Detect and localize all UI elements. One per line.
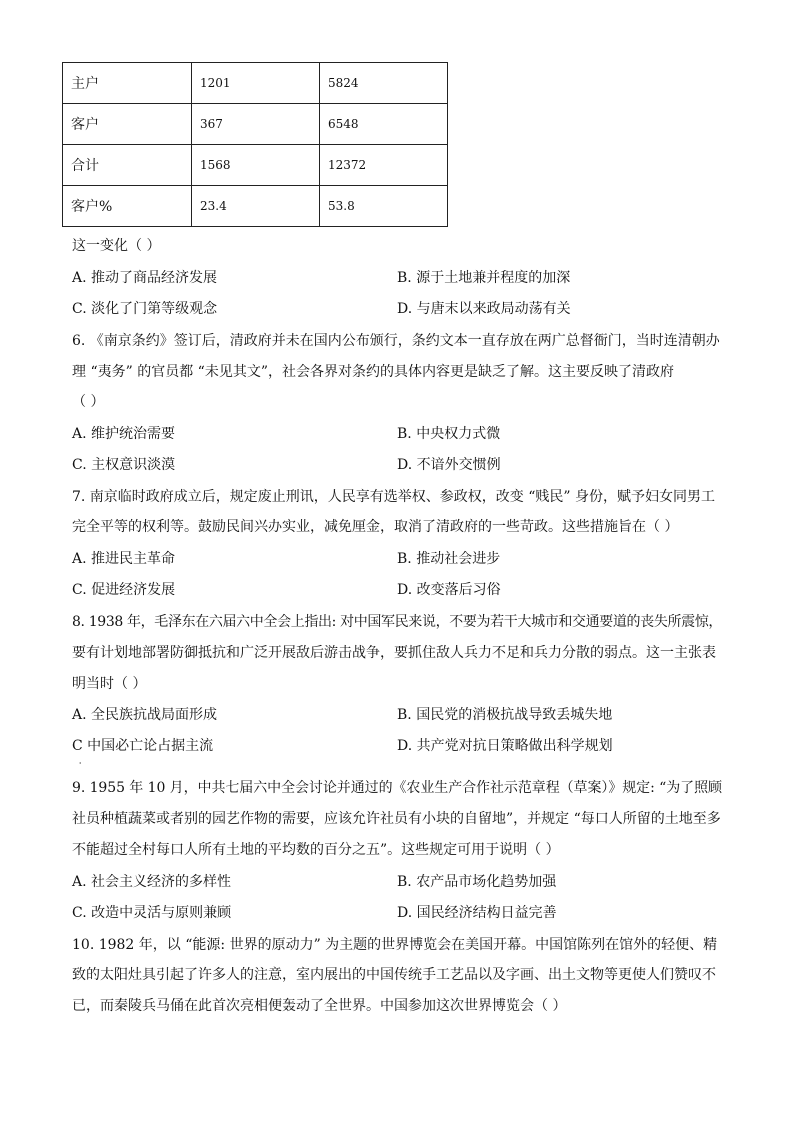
- q7-option-a: A. 推进民主革命: [72, 551, 176, 567]
- table-cell: 1568: [192, 145, 320, 186]
- question-9-line-1: 9. 1955 年 10 月，中共七届六中全会讨论并通过的《农业生产合作社示范章程（草案）》规定: “为了照顾: [72, 780, 722, 796]
- question-8-line-3: 明当时（ ）: [72, 676, 147, 692]
- q8-option-b: B. 国民党的消极抗战导致丢城失地: [397, 707, 613, 723]
- table-cell: 客户%: [63, 186, 192, 227]
- q6-option-c: C. 主权意识淡漠: [72, 457, 176, 473]
- table-row: [63, 63, 448, 104]
- table-cell: 6548: [320, 104, 448, 145]
- q5-option-c: C. 淡化了门第等级观念: [72, 301, 218, 317]
- q5-option-d: D. 与唐末以来政局动荡有关: [397, 301, 571, 317]
- q5-option-b: B. 源于土地兼并程度的加深: [397, 270, 571, 286]
- table-row: [63, 186, 448, 227]
- q9-option-c: C. 改造中灵活与原则兼顾: [72, 905, 232, 921]
- question-5-stem: 这一变化（ ）: [72, 238, 161, 254]
- question-6-line-3: （ ）: [72, 394, 105, 410]
- question-8-line-2: 要有计划地部署防御抵抗和广泛开展敌后游击战争，要抓住敌人兵力不足和兵力分散的弱点。这一主张表: [72, 645, 716, 661]
- table-cell: 12372: [320, 145, 448, 186]
- table-cell: 367: [192, 104, 320, 145]
- question-6-line-2: 理 “夷务” 的官员都 “未见其文”，社会各界对条约的具体内容更是缺乏了解。这主要反映了清政府: [72, 364, 674, 380]
- q8-option-c: C 中国必亡论占据主流: [72, 738, 214, 754]
- q9-option-a: A. 社会主义经济的多样性: [72, 874, 232, 890]
- data-table: [62, 62, 448, 227]
- table-row: [63, 145, 448, 186]
- table-cell: 5824: [320, 63, 448, 104]
- table-cell: 合计: [63, 145, 192, 186]
- q8-option-d: D. 共产党对抗日策略做出科学规划: [397, 738, 613, 754]
- q9-option-d: D. 国民经济结构日益完善: [397, 905, 557, 921]
- q7-option-b: B. 推动社会进步: [397, 551, 501, 567]
- table-cell: 主户: [63, 63, 192, 104]
- table-cell: 客户: [63, 104, 192, 145]
- q8-option-a: A. 全民族抗战局面形成: [72, 707, 218, 723]
- q6-option-d: D. 不谙外交惯例: [397, 457, 501, 473]
- question-10-line-1: 10. 1982 年，以 “能源: 世界的原动力” 为主题的世界博览会在美国开幕。中国馆陈列在馆外的轻便、精: [72, 937, 718, 953]
- table-cell: 23.4: [192, 186, 320, 227]
- stray-mark: ˌ: [79, 756, 82, 765]
- question-9-line-3: 不能超过全村每口人所有土地的平均数的百分之五”。这些规定可用于说明（ ）: [72, 842, 560, 858]
- table-cell: 53.8: [320, 186, 448, 227]
- question-8-line-1: 8. 1938 年，毛泽东在六届六中全会上指出: 对中国军民来说，不要为若干大城市和交通要道的丧失所震惊，: [72, 614, 723, 630]
- table-row: [63, 104, 448, 145]
- question-6-line-1: 6. 《南京条约》签订后，清政府并未在国内公布颁行，条约文本一直存放在两广总督衙门，当时连清朝办: [72, 333, 720, 349]
- question-10-line-2: 致的太阳灶具引起了许多人的注意，室内展出的中国传统手工艺品以及字画、出土文物等更使人们赞叹不: [72, 967, 716, 983]
- q7-option-c: C. 促进经济发展: [72, 582, 176, 598]
- question-10-line-3: 已，而秦陵兵马俑在此首次亮相便轰动了全世界。中国参加这次世界博览会（ ）: [72, 998, 567, 1014]
- q5-option-a: A. 推动了商品经济发展: [72, 270, 218, 286]
- question-7-line-1: 7. 南京临时政府成立后，规定废止刑讯，人民享有选举权、参政权，改变 “贱民” 身份，赋予妇女同男工: [72, 489, 716, 505]
- table-cell: 1201: [192, 63, 320, 104]
- question-9-line-2: 社员种植蔬菜或者别的园艺作物的需要，应该允许社员有小块的自留地”，并规定 “每口人所留的土地至多: [72, 811, 721, 827]
- q6-option-b: B. 中央权力式微: [397, 426, 501, 442]
- q7-option-d: D. 改变落后习俗: [397, 582, 501, 598]
- q6-option-a: A. 维护统治需要: [72, 426, 176, 442]
- question-7-line-2: 完全平等的权利等。鼓励民间兴办实业，减免厘金，取消了清政府的一些苛政。这些措施旨在（ ）: [72, 519, 679, 535]
- q9-option-b: B. 农产品市场化趋势加强: [397, 874, 557, 890]
